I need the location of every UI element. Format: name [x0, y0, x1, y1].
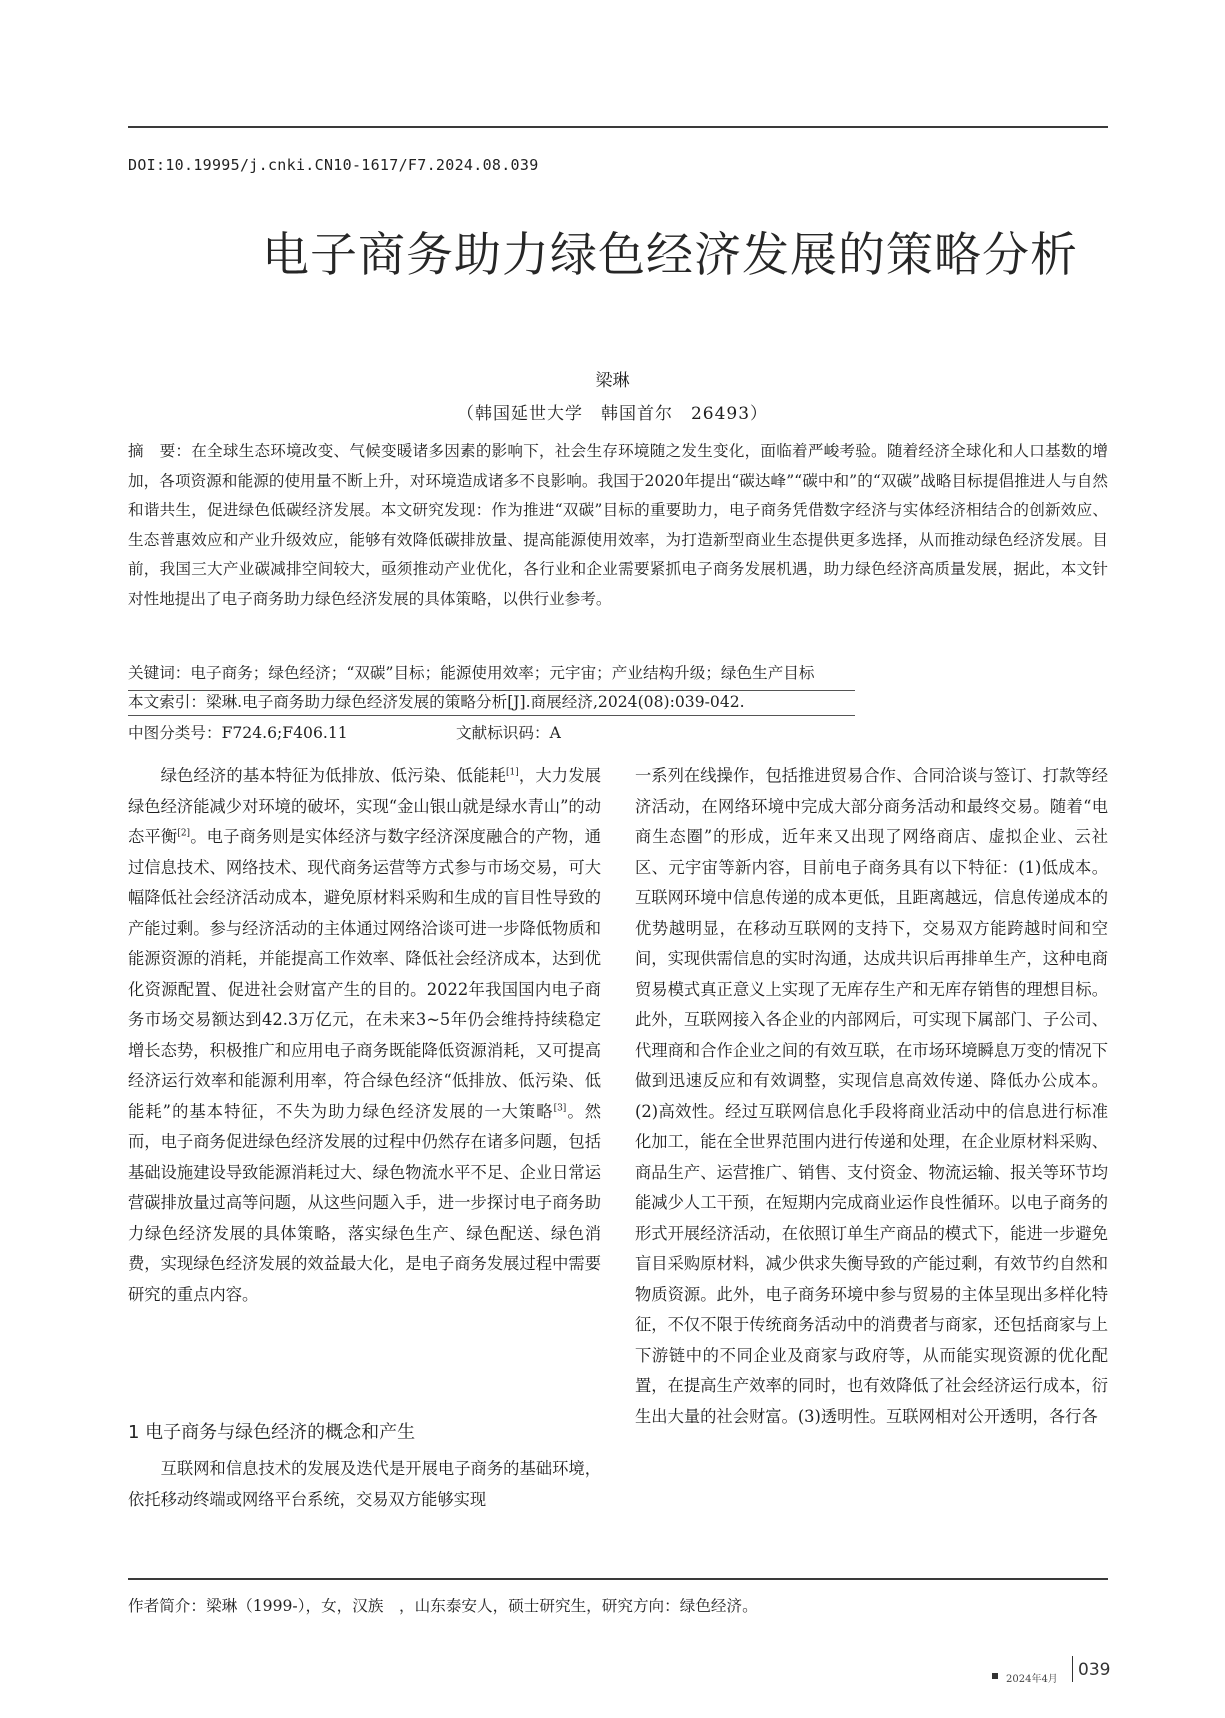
header-rule [128, 126, 1108, 128]
clc-number: 中图分类号：F724.6;F406.11 [128, 724, 348, 742]
author-bio-footnote: 作者简介：梁琳（1999-），女，汉族 ，山东泰安人，硕士研究生，研究方向：绿色经济。 [128, 1597, 758, 1615]
intro-text-3: 。电子商务则是实体经济与数字经济深度融合的产物，通过信息技术、网络技术、现代商务运营等方式参与市场交易，可大幅降低社会经济活动成本，避免原材料采购和生成的盲目性导致的产能过剩。参与经济活动的主体通过网络洽谈可进一步降低物质和能源资源的消耗，并能提高工作效率、降低社会经济成本，达到优化资源配置、促进社会财富产生的目的。2022年我国国内电子商务市场交易额达到42.3万亿元，在未来3~5年仍会维持持续稳定增长态势，积极推广和应用电子商务既能降低资源消耗，又可提高经济运行效率和能源利用率，符合绿色经济“低排放、低污染、低能耗”的基本特征，不失为助力绿色经济发展的一大策略 [128, 827, 601, 1121]
section-heading-1: 1 电子商务与绿色经济的概念和产生 [128, 1422, 416, 1443]
ref-3: [3] [553, 1103, 567, 1114]
document-code: 文献标识码：A [456, 724, 561, 742]
right-column [635, 761, 1108, 1432]
footer-square-icon [992, 1673, 998, 1679]
intro-text-1: 绿色经济的基本特征为低排放、低污染、低能耗 [160, 766, 506, 785]
doi-line: DOI:10.19995/j.cnki.CN10-1617/F7.2024.08.039 [128, 156, 539, 174]
ref-1: [1] [506, 767, 519, 778]
abstract: 摘 要：在全球生态环境改变、气候变暖诸多因素的影响下，社会生存环境随之发生变化，面临着严峻考验。随着经济全球化和人口基数的增加，各项资源和能源的使用量不断上升，对环境造成诸多不良影响。我国于2020年提出“碳达峰”“碳中和”的“双碳”战略目标提倡推进人与自然和谐共生，促进绿色低碳经济发展。本文研究发现：作为推进“双碳”目标的重要助力，电子商务凭借数字经济与实体经济相结合的创新效应、生态普惠效应和产业升级效应，能够有效降低碳排放量、提高能源使用效率，为打造新型商业生态提供更多选择，从而推动绿色经济发展。目前，我国三大产业碳减排空间较大，亟须推动产业优化，各行业和企业需要紧抓电子商务发展机遇，助力绿色经济高质量发展，据此，本文针对性地提出了电子商务助力绿色经济发展的具体策略，以供行业参考。 [128, 442, 1108, 608]
intro-text-2: ，大力发展绿色经济能减少对环境的破坏，实现“金山银山就是绿水青山”的动态平衡 [128, 766, 601, 846]
footer-date: 2024年4月 [1006, 1674, 1058, 1685]
intro-text-4: 。然而，电子商务促进绿色经济发展的过程中仍然存在诸多问题，包括基础设施建设导致能源消耗过大、绿色物流水平不足、企业日常运营碳排放量过高等问题，从这些问题入手，进一步探讨电子商务助力绿色经济发展的具体策略，落实绿色生产、绿色配送、绿色消费，实现绿色经济发展的效益最大化，是电子商务发展过程中需要研究的重点内容。 [128, 1101, 601, 1304]
intro-paragraph [128, 761, 601, 1310]
footer-divider [1072, 1656, 1073, 1682]
left-column-2 [128, 1454, 601, 1515]
author-name: 梁琳 [595, 371, 630, 391]
page-number: 039 [1078, 1660, 1111, 1680]
left-column [128, 761, 601, 1310]
citation: 本文索引：梁琳.电子商务助力绿色经济发展的策略分析[J].商展经济,2024(08):039-042. [128, 693, 745, 711]
article-title: 电子商务助力绿色经济发展的策略分析 [262, 228, 1078, 283]
footnote-rule [128, 1578, 1108, 1580]
section1-paragraph: 互联网和信息技术的发展及迭代是开展电子商务的基础环境，依托移动终端或网络平台系统，交易双方能够实现 [128, 1459, 601, 1509]
author-affiliation: （韩国延世大学 韩国首尔 26493） [456, 404, 769, 424]
right-paragraph: 一系列在线操作，包括推进贸易合作、合同洽谈与签订、打款等经济活动，在网络环境中完成大部分商务活动和最终交易。随着“电商生态圈”的形成，近年来又出现了网络商店、虚拟企业、云社区、元宇宙等新内容，目前电子商务具有以下特征：(1)低成本。互联网环境中信息传递的成本更低，且距离越远，信息传递成本的优势越明显，在移动互联网的支持下，交易双方能跨越时间和空间，实现供需信息的实时沟通，达成共识后再排单生产，这种电商贸易模式真正意义上实现了无库存生产和无库存销售的理想目标。此外，互联网接入各企业的内部网后，可实现下属部门、子公司、代理商和合作企业之间的有效互联，在市场环境瞬息万变的情况下做到迅速反应和有效调整，实现信息高效传递、降低办公成本。(2)高效性。经过互联网信息化手段将商业活动中的信息进行标准化加工，能在全世界范围内进行传递和处理，在企业原材料采购、商品生产、运营推广、销售、支付资金、物流运输、报关等环节均能减少人工干预，在短期内完成商业运作良性循环。以电子商务的形式开展经济活动，在依照订单生产商品的模式下，能进一步避免盲目采购原材料，减少供求失衡导致的产能过剩，有效节约自然和物质资源。此外，电子商务环境中参与贸易的主体呈现出多样化特征，不仅不限于传统商务活动中的消费者与商家，还包括商家与上下游链中的不同企业及商家与政府等，从而能实现资源的优化配置，在提高生产效率的同时，也有效降低了社会经济运行成本，衍生出大量的社会财富。(3)透明性。互联网相对公开透明，各行各 [635, 766, 1108, 1426]
keywords: 关键词：电子商务；绿色经济；“双碳”目标；能源使用效率；元宇宙；产业结构升级；绿色生产目标 [128, 664, 815, 682]
ref-2: [2] [177, 828, 191, 839]
